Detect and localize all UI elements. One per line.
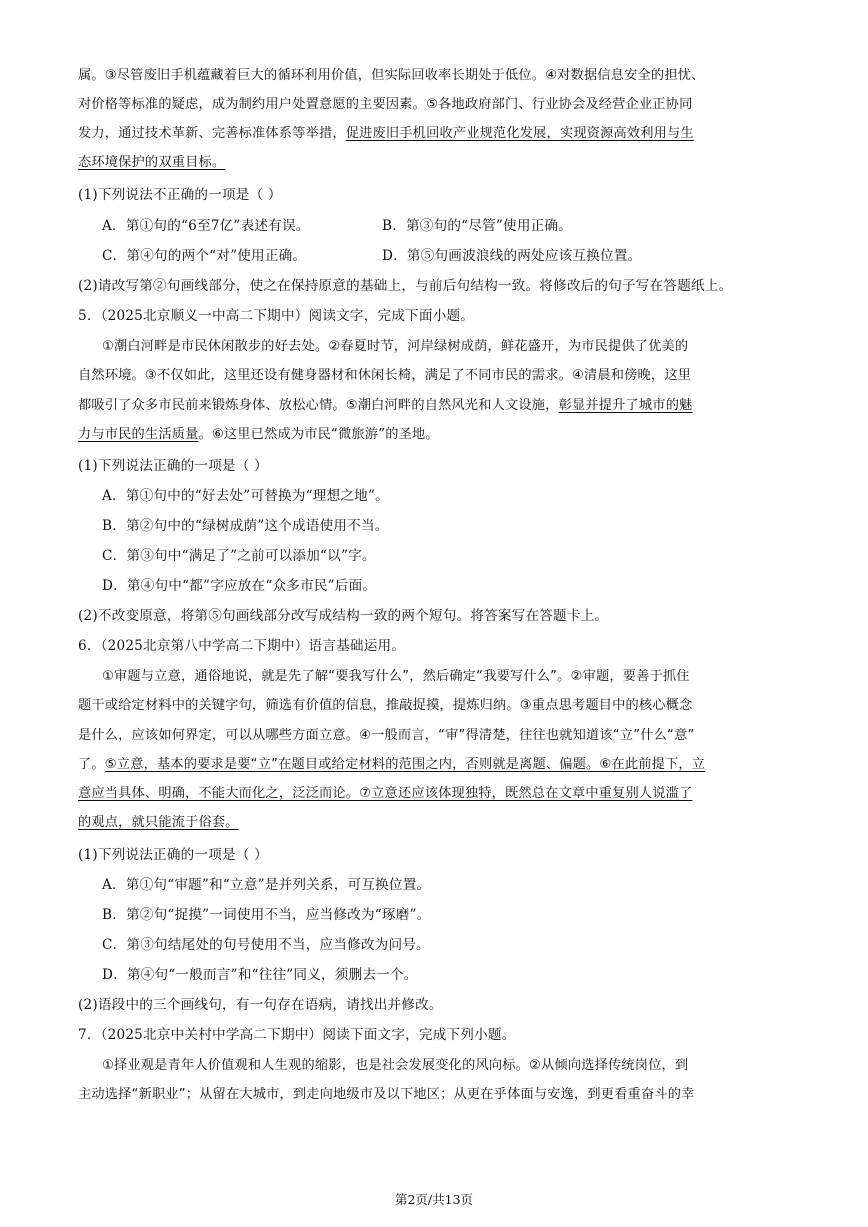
q7-paragraph-line-2: 主动选择“新职业”；从留在大城市，到走向地级市及以下地区；从更在乎体面与安逸，到更看重奋斗的幸 xyxy=(78,1087,695,1102)
q5-option-d: D．第④句中“都”字应放在“众多市民”后面。 xyxy=(102,578,377,594)
q6-option-d: D．第④句“一般而言”和“往往”同义，须删去一个。 xyxy=(102,967,418,983)
q5-subquestion-1: (1)下列说法正确的一项是（ ） xyxy=(78,458,268,474)
q6-paragraph-line-3: 是什么，应该如何界定，可以从哪些方面立意。④一般而言，“审”得清楚，往往也就知道该“立”什么“意” xyxy=(78,728,695,743)
q7-heading: 7．（2025北京中关村中学高二下期中）阅读下面文字，完成下列小题。 xyxy=(78,1027,516,1043)
q6-text: 了。 xyxy=(78,757,105,772)
q4-option-c: C．第④句的两个“对”使用正确。 xyxy=(102,248,307,264)
q4-subquestion-1: (1)下列说法不正确的一项是（ ） xyxy=(78,187,282,203)
q5-paragraph-line-2: 自然环境。③不仅如此，这里还设有健身器材和休闲长椅，满足了不同市民的需求。④清晨和傍晚，这里 xyxy=(78,368,692,383)
page-footer: 第2页/共13页 xyxy=(394,1192,474,1207)
q4-text: 发力，通过技术革新、完善标准体系等举措， xyxy=(78,126,346,141)
q5-text-end: 。⑥这里已然成为市民“微旅游”的圣地。 xyxy=(198,427,439,442)
q4-paragraph-line-2: 对价格等标准的疑虑，成为制约用户处置意愿的主要因素。⑤各地政府部门、行业协会及经营企业正协同 xyxy=(78,97,693,112)
q4-paragraph-line-4: 态环境保护的双重目标。 xyxy=(78,155,226,170)
q5-option-a: A．第①句中的“好去处”可替换为“理想之地”。 xyxy=(102,488,389,504)
q5-paragraph-line-3 xyxy=(78,396,790,416)
q4-option-a: A．第①句的“6至7亿”表述有误。 xyxy=(102,218,310,234)
q6-option-b: B．第②句“捉摸”一词使用不当，应当修改为“琢磨”。 xyxy=(102,907,431,923)
q6-option-a: A．第①句“审题”和“立意”是并列关系，可互换位置。 xyxy=(102,877,431,893)
q4-paragraph-line-1: 属。③尽管废旧手机蕴藏着巨大的循环利用价值，但实际回收率长期处于低位。④对数据信息安全的担忧、 xyxy=(78,68,705,83)
q5-heading: 5．（2025北京顺义一中高二下期中）阅读文字，完成下面小题。 xyxy=(78,308,475,324)
q5-underlined-text: 彰显并提升了城市的魅 xyxy=(558,398,693,413)
q6-paragraph-line-6: 的观点，就只能流于俗套。 xyxy=(78,815,239,830)
q7-paragraph-line-1: ①择业观是青年人价值观和人生观的缩影，也是社会发展变化的风向标。②从倾向选择传统岗位，到 xyxy=(102,1058,689,1073)
q6-paragraph-line-1: ①审题与立意，通俗地说，就是先了解“要我写什么”，然后确定“我要写什么”。②审题，要善于抓住 xyxy=(102,669,690,684)
q5-paragraph-line-1: ①潮白河畔是市民休闲散步的好去处。②春夏时节，河岸绿树成荫，鲜花盛开，为市民提供了优美的 xyxy=(102,339,689,354)
q4-option-d: D．第⑤句画波浪线的两处应该互换位置。 xyxy=(382,248,642,264)
q5-text: 都吸引了众多市民前来锻炼身体、放松心情。⑤潮白河畔的自然风光和人文设施， xyxy=(78,398,559,413)
q4-paragraph-line-3 xyxy=(78,124,790,144)
q5-subquestion-2: (2)不改变原意，将第⑤句画线部分改写成结构一致的两个短句。将答案写在答题卡上。 xyxy=(78,608,609,624)
q6-heading: 6．（2025北京第八中学高二下期中）语言基础运用。 xyxy=(78,638,406,654)
q6-subquestion-2: (2)语段中的三个画线句，有一句存在语病，请找出并修改。 xyxy=(78,997,443,1013)
q6-underlined-text-1: ⑤立意，基本的要求是要“立”在题目或给定材料的范围之内，否则就是离题、偏题。⑥在此前提下，立 xyxy=(104,757,706,772)
q5-option-b: B．第②句中的“绿树成荫”这个成语使用不当。 xyxy=(102,518,389,534)
q5-underlined-text-end: 力与市民的生活质量 xyxy=(78,427,199,442)
q4-option-b: B．第③句的“尽管”使用正确。 xyxy=(382,218,573,234)
q6-paragraph-line-5: 意应当具体、明确，不能大而化之，泛泛而论。⑦立意还应该体现独特，既然总在文章中重复别人说滥了 xyxy=(78,786,693,801)
q5-paragraph-line-4 xyxy=(78,425,790,445)
q6-paragraph-line-2: 题干或给定材料中的关键字句，筛选有价值的信息，推敲捉摸，提炼归纳。③重点思考题目中的核心概念 xyxy=(78,698,693,713)
q6-subquestion-1: (1)下列说法正确的一项是（ ） xyxy=(78,847,268,863)
q6-paragraph-line-4 xyxy=(78,755,790,775)
q6-option-c: C．第③句结尾处的句号使用不当，应当修改为问号。 xyxy=(102,937,430,953)
q4-underlined-text: 促进废旧手机回收产业规范化发展，实现资源高效利用与生 xyxy=(345,126,694,141)
q5-option-c: C．第③句中“满足了”之前可以添加“以”字。 xyxy=(102,548,376,564)
q4-subquestion-2: (2)请改写第②句画线部分，使之在保持原意的基础上，与前后句结构一致。将修改后的句子写在答题纸上。 xyxy=(78,278,733,294)
